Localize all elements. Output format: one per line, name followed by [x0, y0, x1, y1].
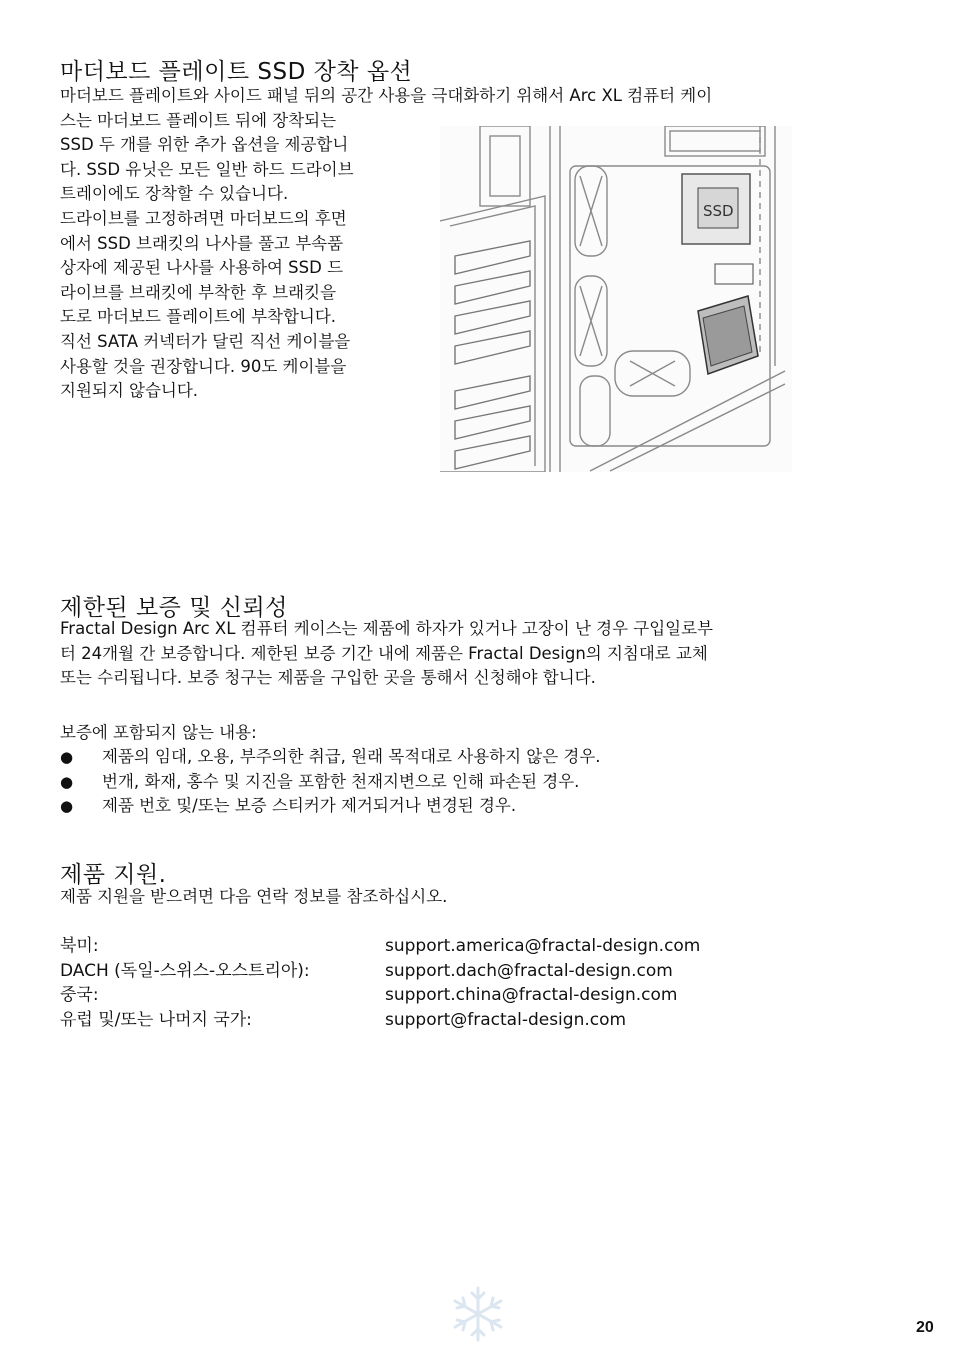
bullet-icon: ● [60, 748, 74, 766]
list-item [60, 794, 601, 819]
ssd-section-body [60, 109, 354, 404]
bullet-icon: ● [60, 797, 74, 816]
case-line-drawing [440, 126, 792, 472]
contact-email-link[interactable]: support.dach@fractal-design.com [385, 960, 673, 981]
body-line: 드라이브를 고정하려면 마더보드의 후면 [60, 208, 347, 228]
body-line: Fractal Design Arc XL 컴퓨터 케이스는 제품에 하자가 있거나 고장이 난 경우 구입일로부 [60, 619, 713, 638]
body-line: 도로 마더보드 플레이트에 부착합니다. [60, 307, 337, 327]
body-line: 터 24개월 간 보증합니다. 제한된 보증 기간 내에 제품은 Fractal Design의 지침대로 교체 [60, 643, 708, 663]
list-item [60, 745, 601, 770]
contact-email-link[interactable]: support.china@fractal-design.com [385, 985, 678, 1006]
body-line: 다. SSD 유닛은 모든 일반 하드 드라이브 [60, 159, 354, 179]
ssd-section-intro: 마더보드 플레이트와 사이드 패널 뒤의 공간 사용을 극대화하기 위해서 Arc XL 컴퓨터 케이 [60, 86, 713, 105]
ssd-bracket-icon [682, 174, 750, 244]
contact-region: 중국: [60, 985, 99, 1006]
exclusions-list [60, 745, 601, 819]
body-line: 트레이에도 장착할 수 있습니다. [60, 184, 289, 204]
list-item [60, 770, 601, 795]
list-item-text: 제품의 임대, 오용, 부주의한 취급, 원래 목적대로 사용하지 않은 경우. [102, 747, 601, 766]
body-line: 라이브를 브래킷에 부착한 후 브래킷을 [60, 282, 337, 302]
contact-email-link[interactable]: support@fractal-design.com [385, 1009, 627, 1030]
body-line: 스는 마더보드 플레이트 뒤에 장착되는 [60, 110, 337, 130]
contact-row [60, 1008, 627, 1033]
ssd-section-title: 마더보드 플레이트 SSD 장착 옵션 [60, 59, 413, 85]
contact-row [60, 983, 678, 1008]
list-item-text: 제품 번호 및/또는 보증 스티커가 제거되거나 변경된 경우. [102, 796, 517, 816]
ssd-label: SSD [703, 202, 734, 220]
warranty-section-title: 제한된 보증 및 신뢰성 [60, 595, 288, 621]
ssd-drive-icon [698, 296, 758, 374]
case-interior-illustration [440, 126, 792, 472]
page-number: 20 [916, 1319, 934, 1336]
contact-row [60, 934, 701, 959]
body-line: 지원되지 않습니다. [60, 381, 199, 401]
body-line: 에서 SSD 브래킷의 나사를 풀고 부속품 [60, 233, 344, 253]
body-line: 직선 SATA 커넥터가 달린 직선 케이블을 [60, 331, 351, 351]
list-item-text: 번개, 화재, 홍수 및 지진을 포함한 천재지변으로 인해 파손된 경우. [102, 771, 580, 791]
contact-region: 북미: [60, 936, 99, 956]
contact-row [60, 959, 673, 984]
body-line: SSD 두 개를 위한 추가 옵션을 제공합니 [60, 135, 349, 155]
exclusions-heading: 보증에 포함되지 않는 내용: [60, 723, 257, 742]
contact-region: DACH (독일-스위스-오스트리아): [60, 960, 310, 981]
snowflake-icon [448, 1284, 508, 1344]
body-line: 사용할 것을 권장합니다. 90도 케이블을 [60, 356, 347, 376]
body-line: 상자에 제공된 나사를 사용하여 SSD 드 [60, 258, 344, 278]
contact-region: 유럽 및/또는 나머지 국가: [60, 1009, 252, 1030]
contact-email-link[interactable]: support.america@fractal-design.com [385, 936, 701, 956]
bullet-icon: ● [60, 772, 74, 791]
body-line: 또는 수리됩니다. 보증 청구는 제품을 구입한 곳을 통해서 신청해야 합니다. [60, 668, 596, 688]
warranty-body [60, 617, 713, 691]
support-section-title: 제품 지원. [60, 862, 167, 888]
support-intro: 제품 지원을 받으려면 다음 연락 정보를 참조하십시오. [60, 887, 448, 906]
